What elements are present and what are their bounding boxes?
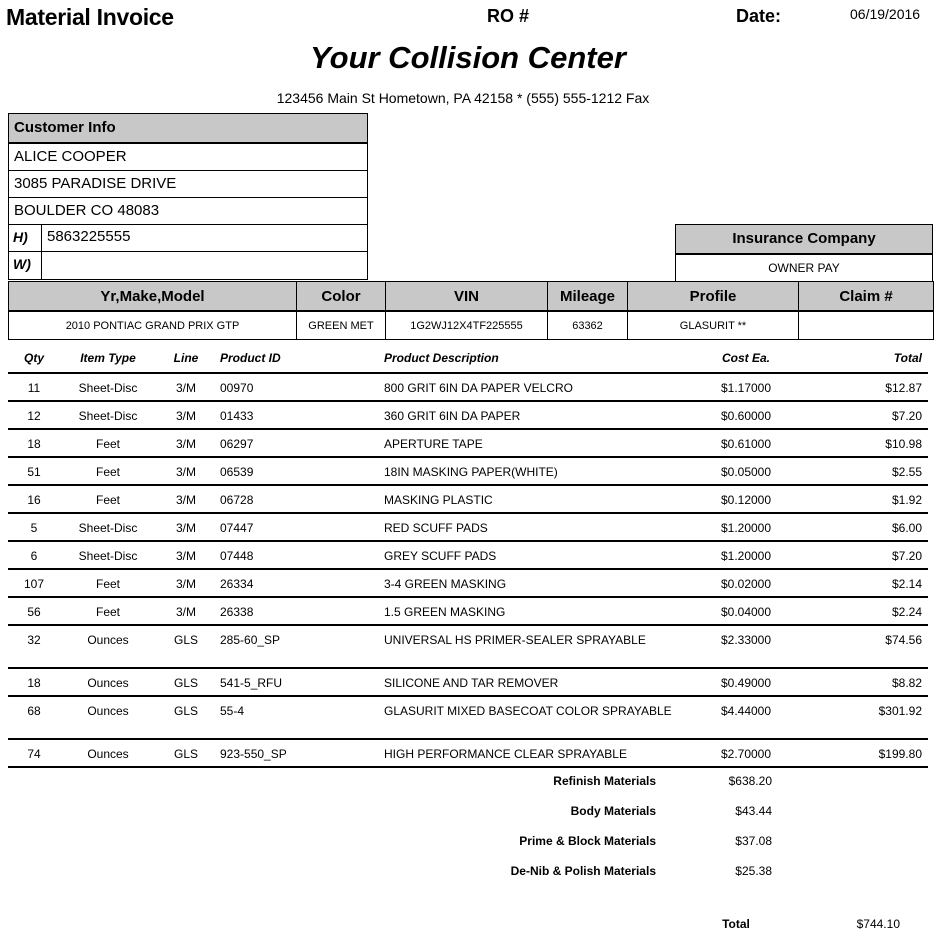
vehicle-header-row xyxy=(9,282,934,312)
item-total: $199.80 xyxy=(794,739,928,767)
item-product-id: 06539 xyxy=(216,457,380,485)
table-row xyxy=(8,597,928,625)
item-total: $7.20 xyxy=(794,541,928,569)
summary-value: $25.38 xyxy=(735,864,772,878)
item-type: Ounces xyxy=(60,696,156,739)
customer-name: ALICE COOPER xyxy=(9,144,367,171)
items-header-row xyxy=(8,344,928,373)
item-line: 3/M xyxy=(156,513,216,541)
item-line: GLS xyxy=(156,739,216,767)
item-total: $1.92 xyxy=(794,485,928,513)
item-line: GLS xyxy=(156,696,216,739)
item-cost: $0.04000 xyxy=(698,597,794,625)
item-total: $6.00 xyxy=(794,513,928,541)
table-row xyxy=(8,513,928,541)
summary-value: $37.08 xyxy=(735,834,772,848)
table-row xyxy=(8,401,928,429)
item-product-id: 01433 xyxy=(216,401,380,429)
vehicle-header: VIN xyxy=(386,282,548,312)
item-product-id: 285-60_SP xyxy=(216,625,380,668)
item-type: Feet xyxy=(60,597,156,625)
table-row xyxy=(8,429,928,457)
item-description: UNIVERSAL HS PRIMER-SEALER SPRAYABLE xyxy=(380,625,698,668)
vehicle-profile: GLASURIT ** xyxy=(628,311,799,340)
item-type: Feet xyxy=(60,429,156,457)
vehicle-claim xyxy=(799,311,934,340)
item-line: 3/M xyxy=(156,429,216,457)
item-description: HIGH PERFORMANCE CLEAR SPRAYABLE xyxy=(380,739,698,767)
item-description: GREY SCUFF PADS xyxy=(380,541,698,569)
table-row xyxy=(8,457,928,485)
item-product-id: 541-5_RFU xyxy=(216,668,380,696)
item-total: $74.56 xyxy=(794,625,928,668)
item-product-id: 06728 xyxy=(216,485,380,513)
company-address: 123456 Main St Hometown, PA 42158 * (555) 555-1212 Fax xyxy=(276,90,650,106)
table-row xyxy=(8,668,928,696)
item-description: APERTURE TAPE xyxy=(380,429,698,457)
table-row xyxy=(8,696,928,739)
item-qty: 5 xyxy=(8,513,60,541)
home-phone-row xyxy=(9,225,367,252)
item-qty: 68 xyxy=(8,696,60,739)
date-value: 06/19/2016 xyxy=(850,6,921,22)
item-cost: $0.05000 xyxy=(698,457,794,485)
item-cost: $0.02000 xyxy=(698,569,794,597)
item-total: $12.87 xyxy=(794,373,928,401)
items-header: Product ID xyxy=(216,344,380,373)
vehicle-mileage: 63362 xyxy=(548,311,628,340)
item-total: $8.82 xyxy=(794,668,928,696)
customer-info-heading: Customer Info xyxy=(9,114,367,144)
item-qty: 16 xyxy=(8,485,60,513)
item-type: Sheet-Disc xyxy=(60,541,156,569)
item-product-id: 55-4 xyxy=(216,696,380,739)
item-total: $2.55 xyxy=(794,457,928,485)
item-line: 3/M xyxy=(156,401,216,429)
item-product-id: 26334 xyxy=(216,569,380,597)
item-line: 3/M xyxy=(156,541,216,569)
vehicle-header: Claim # xyxy=(799,282,934,312)
item-qty: 12 xyxy=(8,401,60,429)
items-header: Product Description xyxy=(380,344,698,373)
item-description: SILICONE AND TAR REMOVER xyxy=(380,668,698,696)
item-description: 800 GRIT 6IN DA PAPER VELCRO xyxy=(380,373,698,401)
ro-label: RO # xyxy=(487,6,530,26)
item-total: $2.14 xyxy=(794,569,928,597)
item-product-id: 06297 xyxy=(216,429,380,457)
vehicle-header: Color xyxy=(297,282,386,312)
vehicle-header: Profile xyxy=(628,282,799,312)
item-product-id: 26338 xyxy=(216,597,380,625)
vehicle-vin: 1G2WJ12X4TF225555 xyxy=(386,311,548,340)
date-label: Date: xyxy=(736,6,782,26)
items-header: Line xyxy=(156,344,216,373)
item-type: Ounces xyxy=(60,739,156,767)
item-qty: 74 xyxy=(8,739,60,767)
table-row xyxy=(8,739,928,767)
item-cost: $0.61000 xyxy=(698,429,794,457)
home-phone-tag: H) xyxy=(9,225,42,251)
table-row xyxy=(8,625,928,668)
item-type: Feet xyxy=(60,485,156,513)
item-product-id: 923-550_SP xyxy=(216,739,380,767)
item-product-id: 07447 xyxy=(216,513,380,541)
summary-label: De-Nib & Polish Materials xyxy=(510,864,656,878)
item-product-id: 00970 xyxy=(216,373,380,401)
insurance-value: OWNER PAY xyxy=(768,261,840,275)
items-header: Item Type xyxy=(60,344,156,373)
summary-value: $638.20 xyxy=(728,774,772,788)
item-type: Feet xyxy=(60,569,156,597)
item-qty: 11 xyxy=(8,373,60,401)
vehicle-color: GREEN MET xyxy=(297,311,386,340)
total-label: Total xyxy=(722,917,750,931)
table-row xyxy=(8,485,928,513)
item-type: Sheet-Disc xyxy=(60,401,156,429)
item-cost: $2.33000 xyxy=(698,625,794,668)
item-cost: $1.20000 xyxy=(698,541,794,569)
summary-value: $43.44 xyxy=(735,804,772,818)
item-cost: $2.70000 xyxy=(698,739,794,767)
work-phone xyxy=(42,252,47,279)
summary-label: Prime & Block Materials xyxy=(519,834,656,848)
insurance-box xyxy=(675,224,933,282)
item-description: MASKING PLASTIC xyxy=(380,485,698,513)
item-total: $10.98 xyxy=(794,429,928,457)
insurance-heading: Insurance Company xyxy=(676,225,932,255)
item-description: RED SCUFF PADS xyxy=(380,513,698,541)
item-cost: $0.12000 xyxy=(698,485,794,513)
item-description: 1.5 GREEN MASKING xyxy=(380,597,698,625)
item-type: Ounces xyxy=(60,625,156,668)
item-cost: $4.44000 xyxy=(698,696,794,739)
item-qty: 32 xyxy=(8,625,60,668)
total-value: $744.10 xyxy=(856,917,900,931)
home-phone: 5863225555 xyxy=(47,228,131,245)
invoice-title: Material Invoice xyxy=(6,4,174,30)
table-row xyxy=(8,373,928,401)
table-row xyxy=(8,569,928,597)
item-description: GLASURIT MIXED BASECOAT COLOR SPRAYABLE xyxy=(380,696,698,739)
item-qty: 56 xyxy=(8,597,60,625)
work-phone-row xyxy=(9,252,367,279)
vehicle-header: Mileage xyxy=(548,282,628,312)
item-line: GLS xyxy=(156,668,216,696)
item-description: 18IN MASKING PAPER(WHITE) xyxy=(380,457,698,485)
item-type: Sheet-Disc xyxy=(60,513,156,541)
item-cost: $0.49000 xyxy=(698,668,794,696)
item-qty: 18 xyxy=(8,429,60,457)
summary-label: Body Materials xyxy=(570,804,656,818)
item-total: $2.24 xyxy=(794,597,928,625)
customer-street: 3085 PARADISE DRIVE xyxy=(9,171,367,198)
item-type: Sheet-Disc xyxy=(60,373,156,401)
summary-label: Refinish Materials xyxy=(553,774,656,788)
vehicle-value-row xyxy=(9,311,934,340)
item-type: Feet xyxy=(60,457,156,485)
items-header: Qty xyxy=(8,344,60,373)
vehicle-table xyxy=(8,281,934,340)
company-name: Your Collision Center xyxy=(310,40,626,75)
work-phone-tag: W) xyxy=(9,252,42,279)
item-line: 3/M xyxy=(156,569,216,597)
item-product-id: 07448 xyxy=(216,541,380,569)
item-description: 3-4 GREEN MASKING xyxy=(380,569,698,597)
item-line: 3/M xyxy=(156,597,216,625)
item-total: $301.92 xyxy=(794,696,928,739)
vehicle-model: 2010 PONTIAC GRAND PRIX GTP xyxy=(9,311,297,340)
item-description: 360 GRIT 6IN DA PAPER xyxy=(380,401,698,429)
item-line: 3/M xyxy=(156,373,216,401)
item-qty: 51 xyxy=(8,457,60,485)
item-type: Ounces xyxy=(60,668,156,696)
items-header: Cost Ea. xyxy=(698,344,794,373)
item-cost: $0.60000 xyxy=(698,401,794,429)
items-table xyxy=(8,344,928,768)
table-row xyxy=(8,541,928,569)
vehicle-header: Yr,Make,Model xyxy=(9,282,297,312)
item-line: 3/M xyxy=(156,457,216,485)
item-line: 3/M xyxy=(156,485,216,513)
item-qty: 6 xyxy=(8,541,60,569)
customer-city: BOULDER CO 48083 xyxy=(9,198,367,225)
item-line: GLS xyxy=(156,625,216,668)
item-total: $7.20 xyxy=(794,401,928,429)
item-cost: $1.17000 xyxy=(698,373,794,401)
item-cost: $1.20000 xyxy=(698,513,794,541)
customer-info-box xyxy=(8,113,368,280)
items-header: Total xyxy=(794,344,928,373)
item-qty: 107 xyxy=(8,569,60,597)
item-qty: 18 xyxy=(8,668,60,696)
